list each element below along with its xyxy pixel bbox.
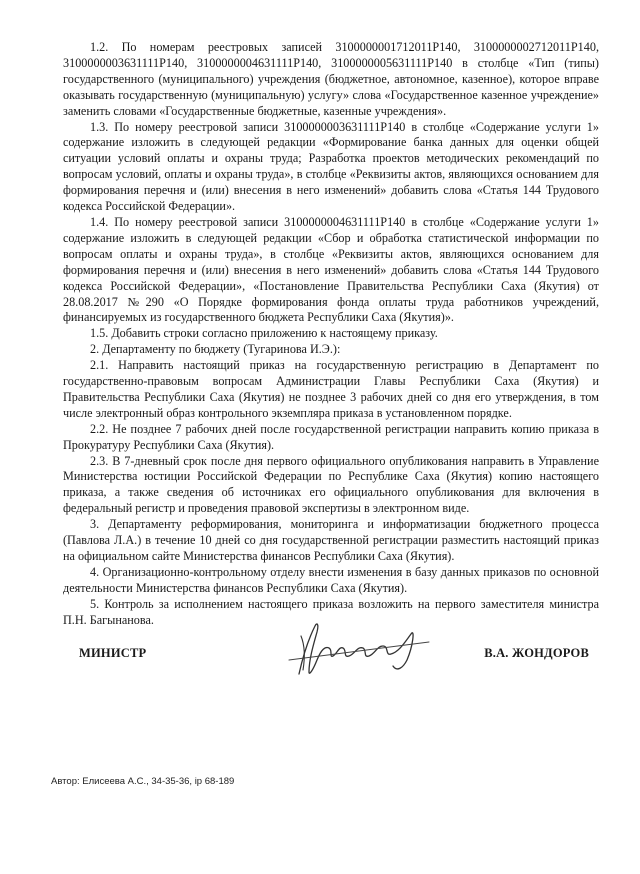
signer-name: В.А. ЖОНДОРОВ	[484, 646, 589, 660]
signer-title: МИНИСТР	[79, 646, 147, 660]
paragraph-1-5: 1.5. Добавить строки согласно приложению к настоящему приказу.	[90, 326, 438, 341]
paragraph-2-3: 2.3. В 7-дневный срок после дня первого официального опубликования направить в Управление Министерства юстиции Российской Федерации по Республике Саха (Якутия) копию настоящего приказа, а также сведения об источниках его официального опубликования для включения в федеральный регистр и проведения правовой экспертизы в электронном виде.	[63, 453, 599, 516]
paragraph-1-4: 1.4. По номеру реестровой записи 3100000004631111Р140 в столбце «Содержание услуги 1» содержание изложить в следующей редакции «Сбор и обработка статистической информации по вопросам оплаты и охраны труда», в столбце «Реквизиты актов, являющихся основанием для формирования перечня и (или) внесения в него изменений» добавить слова «Статья 144 Трудового кодекса Российской Федерации», «Постановление Правительства Республики Саха (Якутия) от 28.08.2017 №290 «О Порядке формирования фонда оплаты труда работников учреждений, финансируемых из государственного бюджета Республики Саха (Якутия)».	[63, 214, 599, 325]
paragraph-3: 3. Департаменту реформирования, мониторинга и информатизации бюджетного процесса (Павлова Л.А.) в течение 10 дней со дня государственной регистрации разместить настоящий приказ на официальном сайте Министерства финансов Республики Саха (Якутия).	[63, 517, 599, 563]
signature-block	[79, 628, 589, 698]
paragraph-2-2: 2.2. Не позднее 7 рабочих дней после государственной регистрации направить копию приказа в Прокуратуру Республики Саха (Якутия).	[63, 421, 599, 452]
handwritten-signature	[279, 616, 449, 686]
paragraph-2-1: 2.1. Направить настоящий приказ на государственную регистрацию в Департамент по государственно-правовым вопросам Администрации Главы Республики Саха (Якутия) и Правительства Республики Саха (Якутия) не позднее 3 рабочих дней со дня его утверждения, в том числе электронный образ контрольного экземпляра приказа в установленном порядке.	[63, 358, 599, 420]
paragraph-1-3: 1.3. По номеру реестровой записи 3100000003631111Р140 в столбце «Содержание услуги 1» содержание изложить в следующей редакции «Формирование банка данных для оценки общей ситуации условий оплаты и охраны труда; Разработка проектов методических рекомендаций по вопросам условий, оплаты и охраны труда», в столбце «Реквизиты актов, являющихся основанием для формирования перечня и (или) внесения в него изменений» добавить слова «Статья 144 Трудового кодекса Российской Федерации».	[63, 119, 599, 214]
author-line: Автор: Елисеева А.С., 34-35-36, ip 68-189	[51, 776, 235, 787]
document-body	[63, 40, 599, 629]
paragraph-5: 5. Контроль за исполнением настоящего приказа возложить на первого заместителя министра П.Н. Багынанова.	[63, 596, 599, 627]
paragraph-4: 4. Организационно-контрольному отделу внести изменения в базу данных приказов по основной деятельности Министерства финансов Республики Саха (Якутия).	[63, 564, 599, 595]
paragraph-1-2: 1.2. По номерам реестровых записей 3100000001712011Р140, 3100000002712011Р140, 3100000003631111Р140, 3100000004631111Р140, 3100000005631111Р140 в столбце «Тип (типы) государственного (муниципального) учреждения (бюджетное, автономное, казенное), которое вправе оказывать государственную (муниципальную) услугу» слова «Государственное казенное учреждение» заменить словами «Государственные бюджетные, казенные учреждения».	[63, 40, 599, 118]
paragraph-2: 2. Департаменту по бюджету (Тугаринова И.Э.):	[90, 342, 341, 357]
